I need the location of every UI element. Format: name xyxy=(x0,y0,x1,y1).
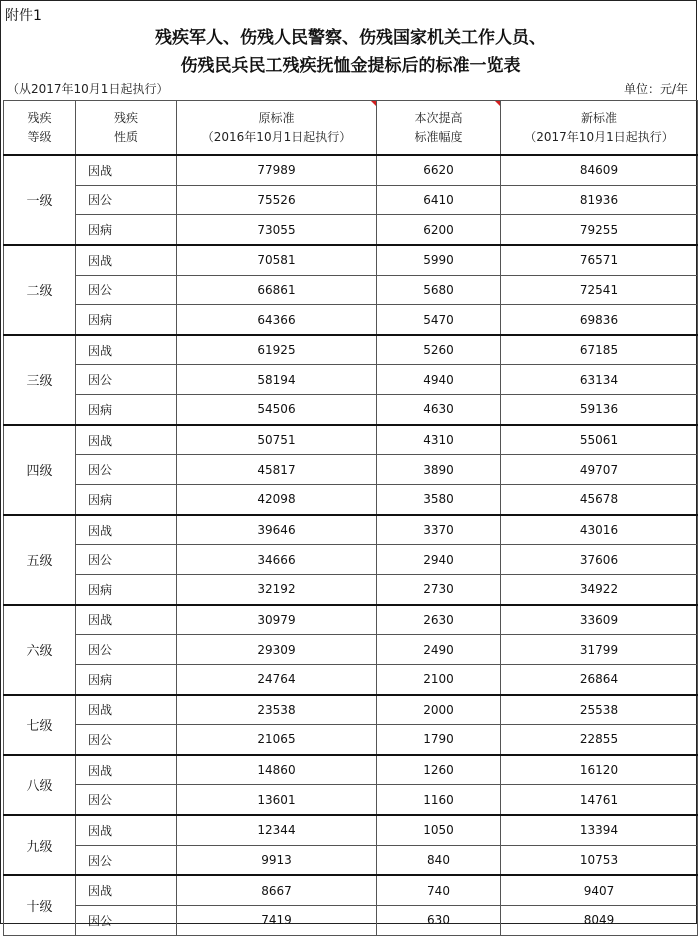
nature-cell: 因病 xyxy=(76,305,177,335)
nature-cell: 因公 xyxy=(76,635,177,665)
nature-cell: 因公 xyxy=(76,275,177,305)
original-standard-cell: 9913 xyxy=(177,845,377,875)
increase-cell: 1160 xyxy=(377,785,501,815)
nature-cell: 因病 xyxy=(76,395,177,425)
new-standard-cell: 79255 xyxy=(501,215,698,245)
table-row xyxy=(4,215,698,245)
nature-cell: 因公 xyxy=(76,785,177,815)
table-row xyxy=(4,425,698,455)
table-row xyxy=(4,545,698,575)
nature-cell: 因战 xyxy=(76,515,177,545)
table-row xyxy=(4,906,698,936)
table-row xyxy=(4,275,698,305)
nature-cell: 因公 xyxy=(76,845,177,875)
table-row xyxy=(4,185,698,215)
increase-cell: 1790 xyxy=(377,725,501,755)
grade-cell: 七级 xyxy=(4,695,76,755)
original-standard-cell: 42098 xyxy=(177,485,377,515)
original-standard-cell: 73055 xyxy=(177,215,377,245)
nature-cell: 因公 xyxy=(76,906,177,936)
increase-cell: 3370 xyxy=(377,515,501,545)
increase-cell: 2100 xyxy=(377,664,501,694)
grade-cell: 十级 xyxy=(4,875,76,935)
original-standard-cell: 58194 xyxy=(177,365,377,395)
original-standard-cell: 21065 xyxy=(177,725,377,755)
new-standard-cell: 67185 xyxy=(501,335,698,365)
pension-standards-table xyxy=(3,100,698,936)
original-standard-cell: 77989 xyxy=(177,155,377,185)
original-standard-cell: 64366 xyxy=(177,305,377,335)
original-standard-cell: 8667 xyxy=(177,875,377,905)
increase-cell: 740 xyxy=(377,875,501,905)
increase-cell: 840 xyxy=(377,845,501,875)
header-original-standard: 原标准 （2016年10月1日起执行） xyxy=(177,101,377,156)
table-row xyxy=(4,335,698,365)
increase-cell: 2730 xyxy=(377,574,501,604)
new-standard-cell: 33609 xyxy=(501,605,698,635)
increase-cell: 1050 xyxy=(377,815,501,845)
original-standard-cell: 32192 xyxy=(177,574,377,604)
nature-cell: 因病 xyxy=(76,215,177,245)
new-standard-cell: 84609 xyxy=(501,155,698,185)
nature-cell: 因公 xyxy=(76,365,177,395)
nature-cell: 因战 xyxy=(76,695,177,725)
new-standard-cell: 31799 xyxy=(501,635,698,665)
table-row xyxy=(4,664,698,694)
table-row xyxy=(4,485,698,515)
grade-cell: 五级 xyxy=(4,515,76,605)
new-standard-cell: 55061 xyxy=(501,425,698,455)
nature-cell: 因病 xyxy=(76,574,177,604)
increase-cell: 4310 xyxy=(377,425,501,455)
table-row xyxy=(4,155,698,185)
grade-cell: 三级 xyxy=(4,335,76,425)
increase-cell: 3890 xyxy=(377,455,501,485)
nature-cell: 因战 xyxy=(76,815,177,845)
nature-cell: 因公 xyxy=(76,455,177,485)
new-standard-cell: 8049 xyxy=(501,906,698,936)
original-standard-cell: 61925 xyxy=(177,335,377,365)
nature-cell: 因病 xyxy=(76,664,177,694)
table-row xyxy=(4,785,698,815)
increase-cell: 6200 xyxy=(377,215,501,245)
increase-cell: 4630 xyxy=(377,395,501,425)
original-standard-cell: 30979 xyxy=(177,605,377,635)
nature-cell: 因战 xyxy=(76,335,177,365)
original-standard-cell: 70581 xyxy=(177,245,377,275)
table-header-row xyxy=(4,101,698,156)
table-row xyxy=(4,245,698,275)
grade-cell: 四级 xyxy=(4,425,76,515)
increase-cell: 5260 xyxy=(377,335,501,365)
table-row xyxy=(4,635,698,665)
header-new-standard: 新标准 （2017年10月1日起执行） xyxy=(501,101,698,156)
new-standard-cell: 34922 xyxy=(501,574,698,604)
table-row xyxy=(4,395,698,425)
table-row xyxy=(4,455,698,485)
table-row xyxy=(4,695,698,725)
attachment-label: 附件1 xyxy=(5,8,42,24)
new-standard-cell: 63134 xyxy=(501,365,698,395)
new-standard-cell: 45678 xyxy=(501,485,698,515)
increase-cell: 5470 xyxy=(377,305,501,335)
increase-cell: 6410 xyxy=(377,185,501,215)
new-standard-cell: 22855 xyxy=(501,725,698,755)
comment-marker-icon xyxy=(495,101,500,106)
original-standard-cell: 75526 xyxy=(177,185,377,215)
header-grade: 残疾 等级 xyxy=(4,101,76,156)
table-row xyxy=(4,515,698,545)
new-standard-cell: 69836 xyxy=(501,305,698,335)
original-standard-cell: 54506 xyxy=(177,395,377,425)
new-standard-cell: 72541 xyxy=(501,275,698,305)
original-standard-cell: 66861 xyxy=(177,275,377,305)
original-standard-cell: 45817 xyxy=(177,455,377,485)
nature-cell: 因战 xyxy=(76,605,177,635)
original-standard-cell: 50751 xyxy=(177,425,377,455)
new-standard-cell: 25538 xyxy=(501,695,698,725)
original-standard-cell: 39646 xyxy=(177,515,377,545)
grade-cell: 九级 xyxy=(4,815,76,875)
document-title-line-1: 残疾军人、伤残人民警察、伤残国家机关工作人员、 xyxy=(155,28,546,48)
increase-cell: 1260 xyxy=(377,755,501,785)
new-standard-cell: 10753 xyxy=(501,845,698,875)
original-standard-cell: 12344 xyxy=(177,815,377,845)
effective-date-note: （从2017年10月1日起执行） xyxy=(7,82,169,96)
original-standard-cell: 14860 xyxy=(177,755,377,785)
nature-cell: 因战 xyxy=(76,425,177,455)
increase-cell: 630 xyxy=(377,906,501,936)
new-standard-cell: 76571 xyxy=(501,245,698,275)
new-standard-cell: 13394 xyxy=(501,815,698,845)
new-standard-cell: 9407 xyxy=(501,875,698,905)
document-title-line-2: 伤残民兵民工残疾抚恤金提标后的标准一览表 xyxy=(180,56,521,76)
header-increase: 本次提高 标准幅度 xyxy=(377,101,501,156)
new-standard-cell: 16120 xyxy=(501,755,698,785)
table-row xyxy=(4,815,698,845)
increase-cell: 4940 xyxy=(377,365,501,395)
table-row xyxy=(4,365,698,395)
grade-cell: 二级 xyxy=(4,245,76,335)
new-standard-cell: 14761 xyxy=(501,785,698,815)
table-row xyxy=(4,755,698,785)
table-row xyxy=(4,875,698,905)
original-standard-cell: 29309 xyxy=(177,635,377,665)
unit-label: 单位：元/年 xyxy=(623,82,688,96)
new-standard-cell: 43016 xyxy=(501,515,698,545)
new-standard-cell: 81936 xyxy=(501,185,698,215)
comment-marker-icon xyxy=(371,101,376,106)
original-standard-cell: 24764 xyxy=(177,664,377,694)
table-row xyxy=(4,574,698,604)
grade-cell: 八级 xyxy=(4,755,76,815)
increase-cell: 2490 xyxy=(377,635,501,665)
original-standard-cell: 23538 xyxy=(177,695,377,725)
increase-cell: 2000 xyxy=(377,695,501,725)
grade-cell: 一级 xyxy=(4,155,76,245)
header-nature: 残疾 性质 xyxy=(76,101,177,156)
increase-cell: 5990 xyxy=(377,245,501,275)
increase-cell: 5680 xyxy=(377,275,501,305)
increase-cell: 3580 xyxy=(377,485,501,515)
grade-cell: 六级 xyxy=(4,605,76,695)
increase-cell: 2940 xyxy=(377,545,501,575)
increase-cell: 2630 xyxy=(377,605,501,635)
nature-cell: 因公 xyxy=(76,185,177,215)
new-standard-cell: 59136 xyxy=(501,395,698,425)
nature-cell: 因战 xyxy=(76,875,177,905)
nature-cell: 因战 xyxy=(76,755,177,785)
nature-cell: 因公 xyxy=(76,725,177,755)
table-row xyxy=(4,605,698,635)
new-standard-cell: 26864 xyxy=(501,664,698,694)
original-standard-cell: 13601 xyxy=(177,785,377,815)
nature-cell: 因病 xyxy=(76,485,177,515)
nature-cell: 因战 xyxy=(76,155,177,185)
nature-cell: 因战 xyxy=(76,245,177,275)
original-standard-cell: 34666 xyxy=(177,545,377,575)
table-row xyxy=(4,725,698,755)
table-row xyxy=(4,305,698,335)
original-standard-cell: 7419 xyxy=(177,906,377,936)
table-row xyxy=(4,845,698,875)
new-standard-cell: 49707 xyxy=(501,455,698,485)
nature-cell: 因公 xyxy=(76,545,177,575)
increase-cell: 6620 xyxy=(377,155,501,185)
new-standard-cell: 37606 xyxy=(501,545,698,575)
